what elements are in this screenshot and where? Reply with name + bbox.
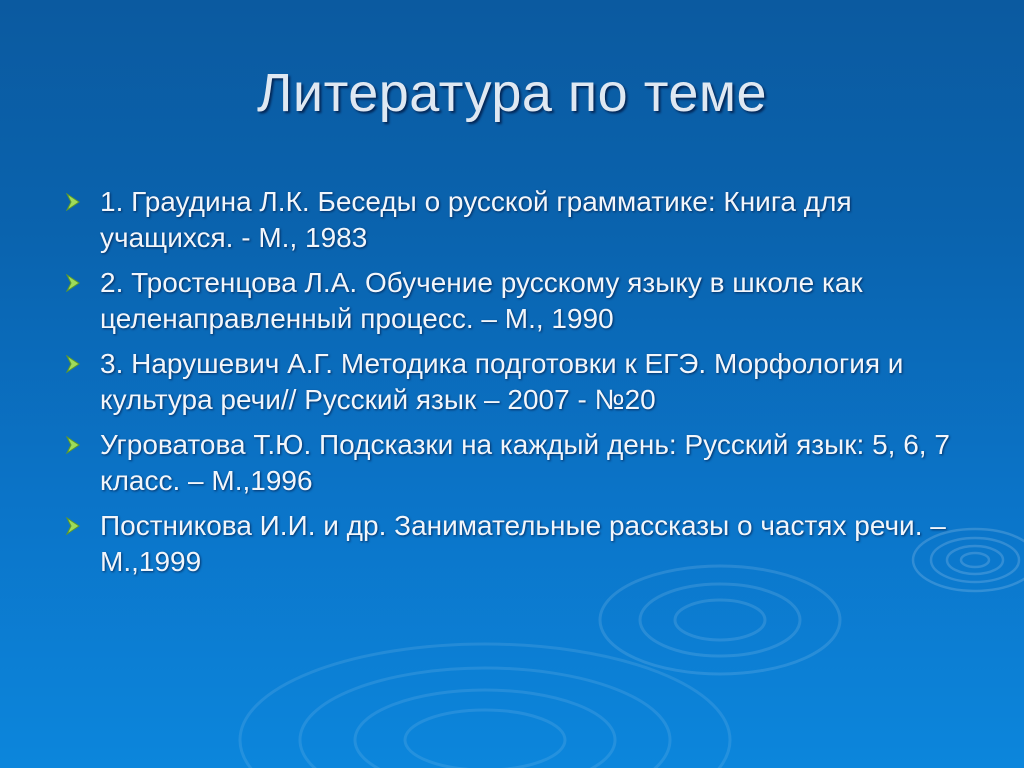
list-item	[62, 508, 962, 580]
list-item-text: Угроватова Т.Ю. Подсказки на каждый день: Русский язык: 5, 6, 7 класс. – М.,1996	[100, 429, 950, 496]
list-item	[62, 427, 962, 499]
arrowhead-bullet-icon	[64, 355, 82, 373]
list-item	[62, 265, 962, 337]
list-item-text: 3. Нарушевич А.Г. Методика подготовки к ЕГЭ. Морфология и культура речи// Русский язык – 2007 - №20	[100, 348, 904, 415]
slide-title: Литература по теме	[256, 63, 768, 123]
list-item	[62, 346, 962, 418]
arrowhead-bullet-icon	[64, 193, 82, 211]
bibliography-list	[62, 184, 962, 589]
arrowhead-bullet-icon	[64, 274, 82, 292]
list-item-text: Постникова И.И. и др. Занимательные рассказы о частях речи. – М.,1999	[100, 510, 946, 577]
arrowhead-bullet-icon	[64, 517, 82, 535]
arrowhead-bullet-icon	[64, 436, 82, 454]
list-item	[62, 184, 962, 256]
list-item-text: 1. Граудина Л.К. Беседы о русской грамматике: Книга для учащихся. - М., 1983	[100, 186, 852, 253]
list-item-text: 2. Тростенцова Л.А. Обучение русскому языку в школе как целенаправленный процесс. – М., 1990	[100, 267, 863, 334]
